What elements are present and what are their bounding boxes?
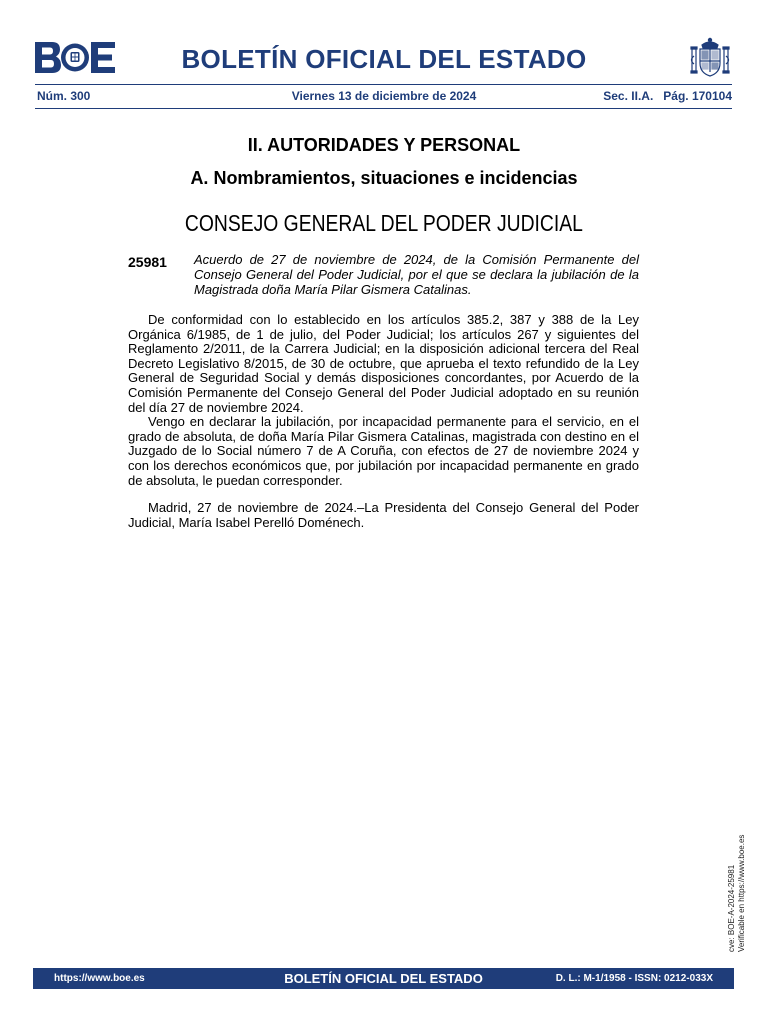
cve-sidebar	[727, 822, 747, 952]
section-page	[603, 88, 732, 104]
organism-heading-text: CONSEJO GENERAL DEL PODER JUDICIAL	[185, 210, 583, 236]
coat-of-arms-icon	[688, 36, 732, 80]
page-label: Pág. 170104	[663, 89, 732, 103]
header-rule-bottom	[35, 108, 732, 109]
verify-link[interactable]: Verificable en https://www.boe.es	[737, 834, 746, 952]
bulletin-title: BOLETÍN OFICIAL DEL ESTADO	[181, 44, 587, 74]
header-rule-top	[35, 84, 732, 85]
body-paragraph: Vengo en declarar la jubilación, por incapacidad permanente para el servicio, en el grado de absoluta, de doña María Pilar Gismera Catalinas, magistrada con destino en el Juzgado de lo Social número 7 de A Coruña, con efectos de 27 de noviembre 2024 y con los derechos económicos que, por jubilación por incapacidad permanente en grado de absoluta, le puedan corresponder.	[128, 414, 639, 488]
document-body	[128, 313, 639, 530]
section-heading: II. AUTORIDADES Y PERSONAL	[247, 135, 521, 155]
footer-bar	[33, 968, 734, 989]
footer-title: BOLETÍN OFICIAL DEL ESTADO	[284, 971, 483, 986]
entry-number: 25981	[128, 254, 167, 270]
boe-logo	[35, 42, 115, 73]
footer-issn: D. L.: M-1/1958 - ISSN: 0212-033X	[555, 973, 713, 984]
signoff-paragraph: Madrid, 27 de noviembre de 2024.–La Presidenta del Consejo General del Poder Judicial, María Isabel Perelló Doménech.	[128, 500, 639, 530]
cve-code: cve: BOE-A-2024-25981	[727, 864, 736, 952]
body-paragraph: De conformidad con lo establecido en los artículos 385.2, 387 y 388 de la Ley Orgánica 6/1985, de 1 de julio, del Poder Judicial; los artículos 267 y siguientes del Reglamento 2/2011, de la Carrera Judicial; en la disposición adicional tercera del Real Decreto Legislativo 8/2015, de 30 de octubre, que aprueba el texto refundido de la Ley General de Seguridad Social y demás disposiciones concordantes, por Acuerdo de la Comisión Permanente del Consejo General del Poder Judicial adoptado en su reunión del día 27 de noviembre 2024.	[128, 312, 639, 415]
footer-url-link[interactable]: https://www.boe.es	[54, 973, 145, 984]
section-label: Sec. II.A.	[603, 89, 654, 103]
entry-title: Acuerdo de 27 de noviembre de 2024, de la Comisión Permanente del Consejo General del Poder Judicial, por el que se declara la jubilación de la Magistrada doña María Pilar Gismera Catalinas.	[194, 252, 639, 297]
subsection-heading: A. Nombramientos, situaciones e incidencias	[190, 168, 578, 188]
organism-heading	[0, 209, 768, 237]
issue-date: Viernes 13 de diciembre de 2024	[291, 89, 477, 103]
issue-number: Núm. 300	[37, 89, 91, 103]
